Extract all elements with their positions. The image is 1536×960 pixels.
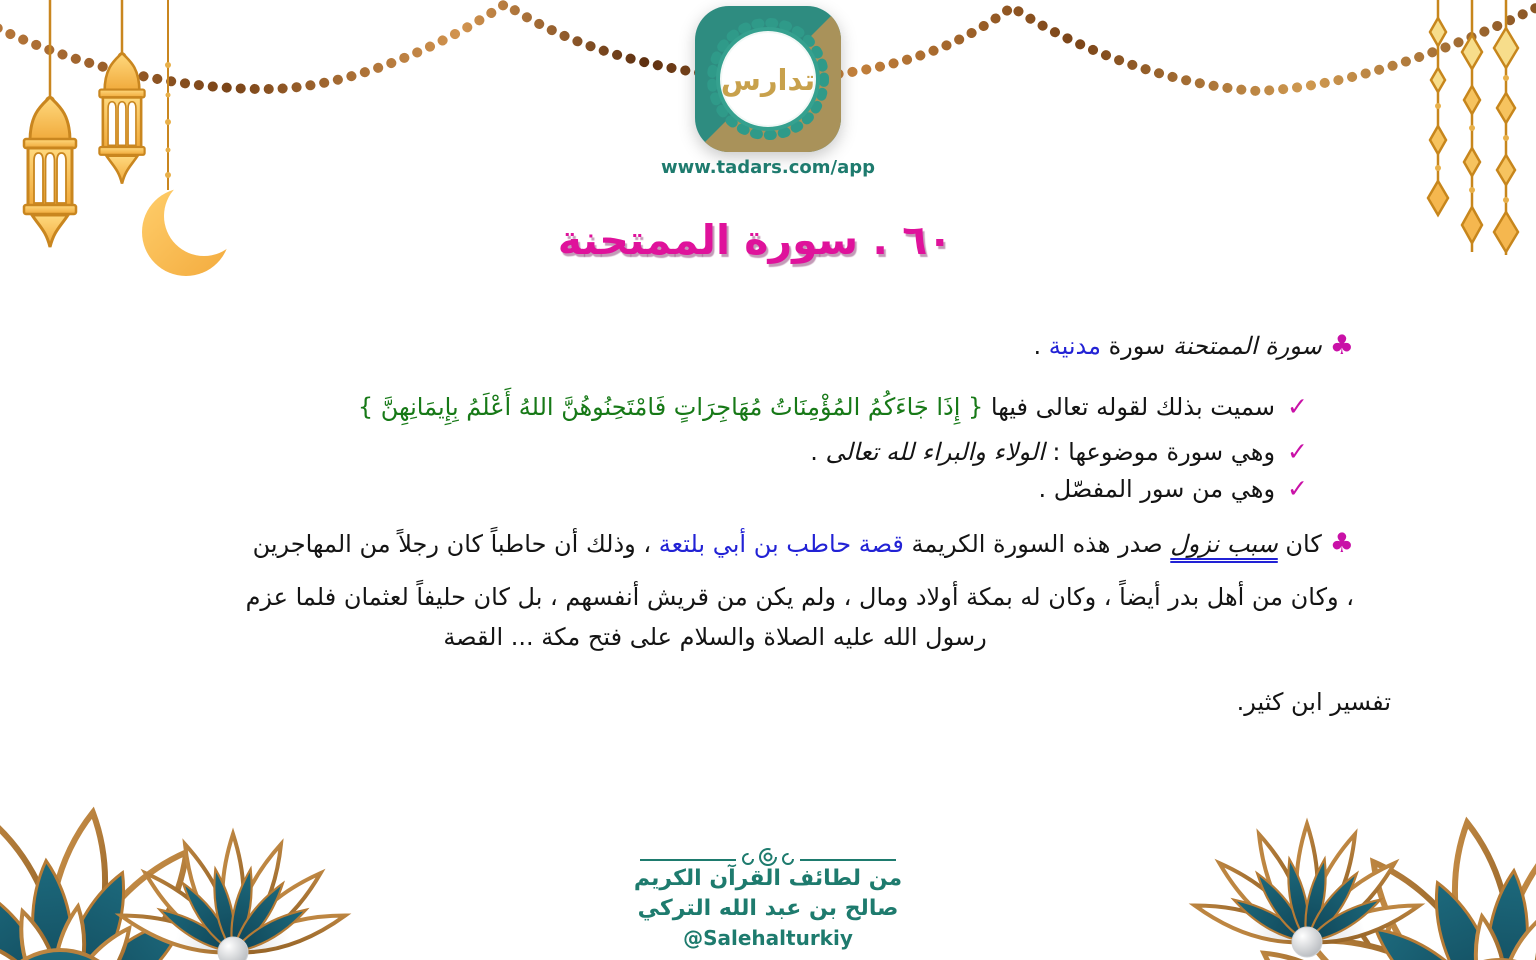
paragraph-line-1	[253, 528, 1354, 559]
surah-name-italic: سورة الممتحنة	[1172, 332, 1322, 360]
tafsir-source: تفسير ابن كثير.	[1236, 688, 1391, 716]
page-title: ٦٠ . سورة الممتحنة	[557, 216, 953, 264]
tadars-app-logo	[695, 6, 841, 152]
footer-author-name: صالح بن عبد الله التركي	[637, 896, 899, 921]
madaniyyah-word: مدنية	[1048, 332, 1101, 360]
surah-word: سورة	[1100, 332, 1173, 360]
club-bullet-icon: ♣	[1329, 330, 1354, 361]
check-bullet-icon: ✓	[1287, 474, 1308, 503]
check-bullet-icon: ✓	[1287, 437, 1308, 466]
period: .	[810, 438, 826, 466]
text: ، وذلك أن حاطباً كان رجلاً من المهاجرين	[252, 530, 659, 558]
mufassal-text: وهي من سور المفصّل .	[1038, 475, 1276, 503]
paragraph-line-3: رسول الله عليه الصلاة والسلام على فتح مكة ... القصة	[443, 623, 987, 651]
club-bullet-icon: ♣	[1329, 528, 1354, 559]
period: .	[1033, 332, 1049, 360]
footer-series-title: من لطائف القرآن الكريم	[633, 866, 903, 891]
app-url: www.tadars.com/app	[660, 157, 876, 178]
bullet-line-surah-type	[1033, 330, 1354, 361]
sabab-nuzul-underlined: سبب نزول	[1170, 530, 1278, 558]
check-line-mufassal	[1038, 474, 1308, 503]
text: صدر هذه السورة الكريمة	[903, 530, 1171, 558]
footer-social-handle: @Salehalturkiy	[683, 926, 853, 950]
lantern-icon	[99, 0, 144, 184]
logo-calligraphy: تدارس	[720, 63, 816, 97]
naming-text: سميت بذلك لقوله تعالى فيها	[983, 393, 1276, 421]
theme-label: وهي سورة موضوعها :	[1044, 438, 1276, 466]
paragraph-line-2: ، وكان من أهل بدر أيضاً ، وكان له بمكة أولاد ومال ، ولم يكن من قريش أنفسهم ، بل كان حليفاً لعثمان فلما عزم	[245, 583, 1354, 611]
theme-italic: الولاء والبراء لله تعالى	[825, 438, 1045, 466]
quran-verse: { إِذَا جَاءَكُمُ المُؤْمِنَاتُ مُهَاجِرَاتٍ فَامْتَحِنُوهُنَّ اللهُ أَعْلَمُ بِإِيمَانِهِنَّ }	[357, 393, 984, 421]
text: كان	[1277, 530, 1322, 558]
hatib-story-blue: قصة حاطب بن أبي بلتعة	[658, 530, 904, 558]
check-bullet-icon: ✓	[1287, 392, 1308, 421]
check-line-theme	[810, 437, 1308, 466]
check-line-naming-reason	[358, 392, 1308, 421]
lantern-icon	[24, 0, 76, 247]
